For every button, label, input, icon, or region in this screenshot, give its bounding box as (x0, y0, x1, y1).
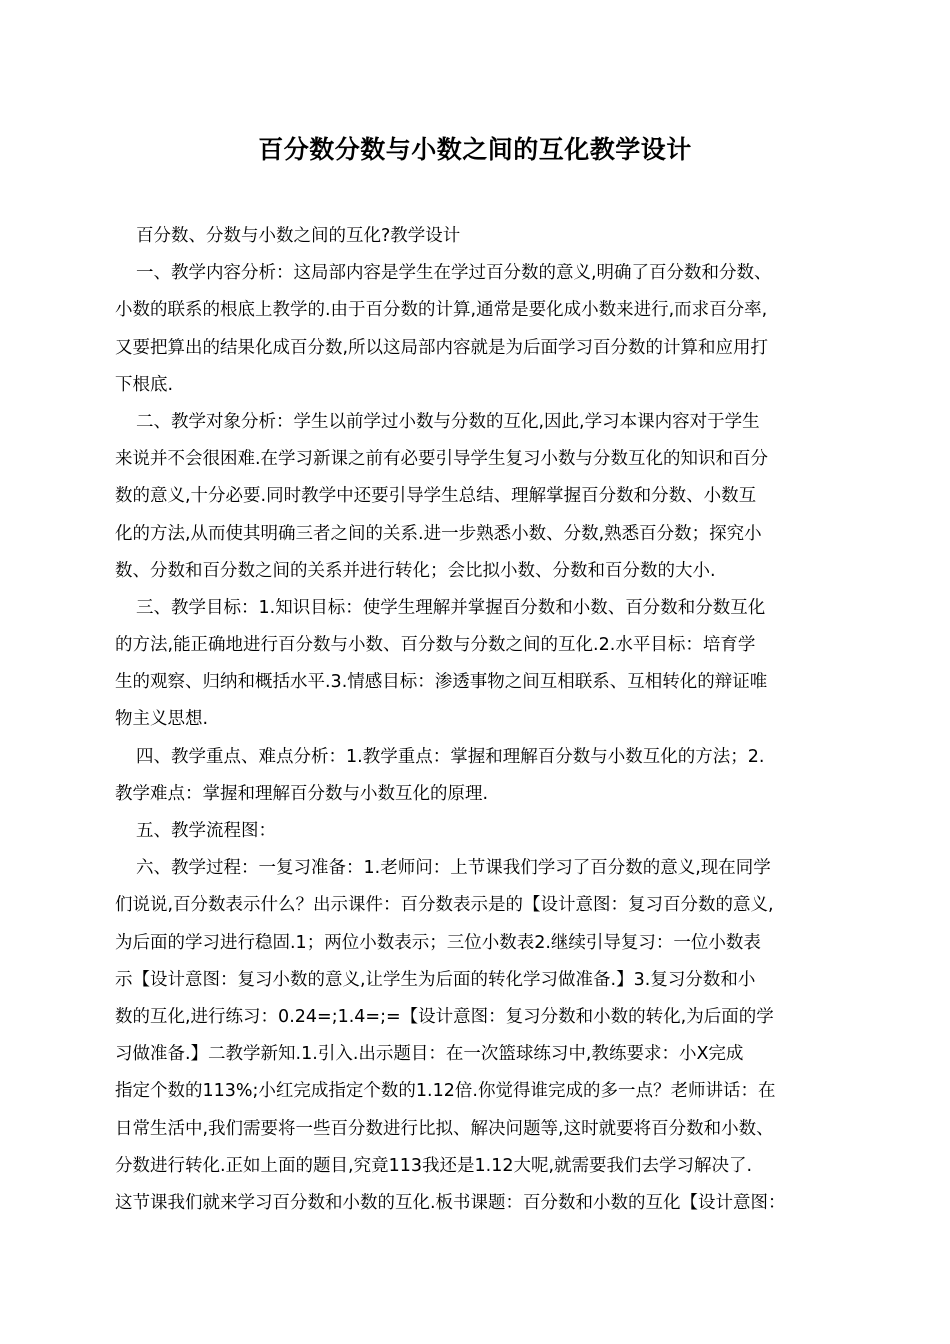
text-line: 物主义思想. (115, 709, 209, 730)
text-line: 分数进行转化.正如上面的题目,究竟113我还是1.12大呢,就需要我们去学习解决了. (115, 1155, 753, 1176)
text-line: 的方法,能正确地进行百分数与小数、百分数与分数之间的互化.2.水平目标：培育学 (115, 635, 756, 656)
text-line: 为后面的学习进行稳固.1；两位小数表示；三位小数表2.继续引导复习：一位小数表 (115, 932, 761, 953)
text-line: 五、教学流程图： (136, 821, 276, 841)
text-line: 四、教学重点、难点分析：1.教学重点：掌握和理解百分数与小数互化的方法；2. (136, 746, 765, 767)
text-line: 下根底. (115, 374, 174, 395)
text-line: 这节课我们就来学习百分数和小数的互化.板书课题：百分数和小数的互化【设计意图： (115, 1192, 786, 1213)
text-line: 来说并不会很困难.在学习新课之前有必要引导学生复习小数与分数互化的知识和百分 (115, 449, 769, 470)
text-line: 小数的联系的根底上教学的.由于百分数的计算,通常是要化成小数来进行,而求百分率, (115, 300, 768, 321)
document-title: 百分数分数与小数之间的互化教学设计 (258, 135, 692, 164)
text-line: 生的观察、归纳和概括水平.3.情感目标：渗透事物之间互相联系、互相转化的辩证唯 (115, 672, 768, 693)
text-line: 一、教学内容分析：这局部内容是学生在学过百分数的意义,明确了百分数和分数、 (136, 263, 772, 284)
text-line: 指定个数的113%;小红完成指定个数的1.12倍.你觉得谁完成的多一点？老师讲话：在 (115, 1081, 776, 1102)
text-line: 数的意义,十分必要.同时教学中还要引导学生总结、理解掌握百分数和分数、小数互 (115, 486, 757, 507)
text-line: 数、分数和百分数之间的关系并进行转化；会比拟小数、分数和百分数的大小. (115, 560, 716, 581)
text-line: 日常生活中,我们需要将一些百分数进行比拟、解决问题等,这时就要将百分数和小数、 (115, 1118, 774, 1139)
text-line: 数的互化,进行练习：0.24=;1.4=;=【设计意图：复习分数和小数的转化,为后面的学 (115, 1006, 774, 1027)
text-line: 教学难点：掌握和理解百分数与小数互化的原理. (115, 783, 489, 804)
text-line: 习做准备.】二教学新知.1.引入.出示题目：在一次篮球练习中,教练要求：小X完成 (115, 1044, 744, 1065)
text-line: 百分数、分数与小数之间的互化?教学设计 (136, 226, 461, 246)
document-body (115, 218, 851, 1222)
text-line: 三、教学目标：1.知识目标：使学生理解并掌握百分数和小数、百分数和分数互化 (136, 597, 766, 618)
text-line: 又要把算出的结果化成百分数,所以这局部内容就是为后面学习百分数的计算和应用打 (115, 337, 769, 358)
text-line: 化的方法,从而使其明确三者之间的关系.进一步熟悉小数、分数,熟悉百分数；探究小 (115, 523, 762, 544)
text-line: 二、教学对象分析：学生以前学过小数与分数的互化,因此,学习本课内容对于学生 (136, 411, 760, 432)
text-line: 六、教学过程：一复习准备：1.老师问：上节课我们学习了百分数的意义,现在同学 (136, 858, 771, 879)
text-line: 们说说,百分数表示什么？出示课件：百分数表示是的【设计意图：复习百分数的意义, (115, 895, 774, 916)
text-line: 示【设计意图：复习小数的意义,让学生为后面的转化学习做准备.】3.复习分数和小 (115, 969, 756, 990)
